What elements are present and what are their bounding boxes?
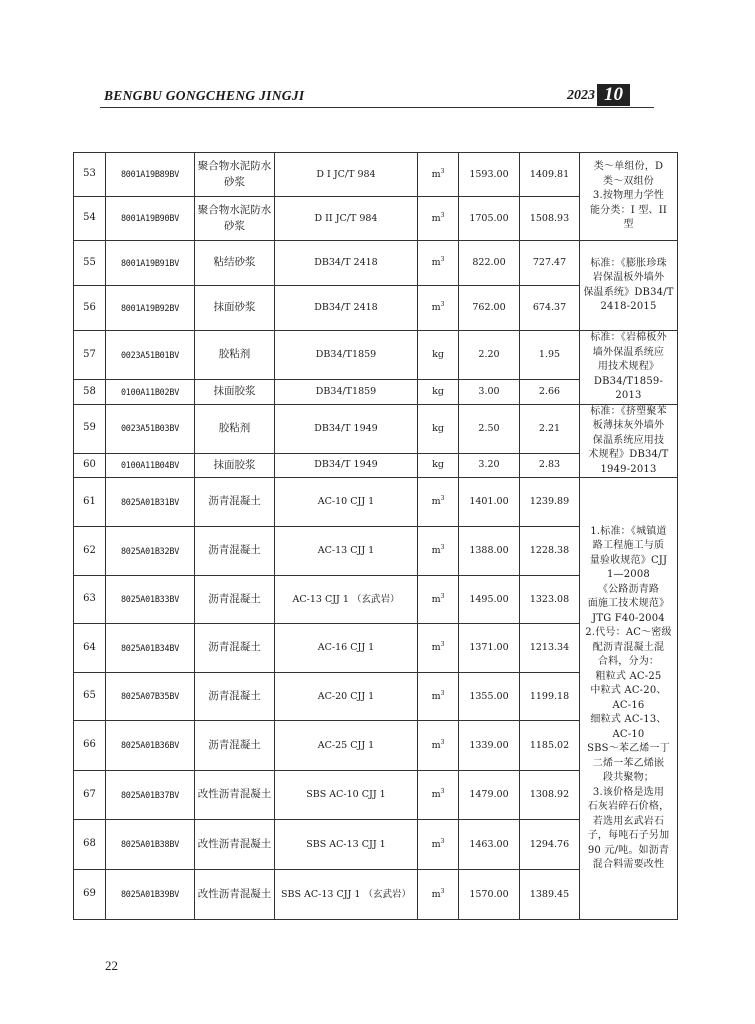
remark-cell: 1.标准：《城镇道 路工程施工与质 量验收规范》CJJ 1—2008 《公路沥青路 面施工技术规范》 JTG F40-2004 2.代号：AC～密级 配沥青混凝土混 合料，分为： 粗粒式 AC-25 中粒式 AC-20、 AC-16 细粒式 AC-13、 AC-10 SBS～苯乙烯一丁 二烯一苯乙烯嵌 段共聚物； 3.该价格是选用 石灰岩碎石价格， 若选用玄武岩石 子，每吨石子另加 90 元/吨。如沥青 混合料需要改性 [580, 478, 678, 920]
item-name: 胶粘剂 [195, 404, 275, 453]
price-with-tax: 1479.00 [459, 771, 520, 820]
item-spec: AC-13 CJJ 1 [275, 527, 418, 576]
item-code: 0023A51B03BV [106, 404, 195, 453]
unit-text: m [431, 888, 441, 900]
remark-cell: 类～单组份，D 类～双组份 3.按物理力学性 能分类：I 型、II 型 [580, 153, 678, 241]
price-with-tax: 762.00 [459, 286, 520, 331]
item-name: 聚合物水泥防水砂浆 [195, 153, 275, 197]
price-without-tax: 1409.81 [520, 153, 580, 197]
item-spec: AC-20 CJJ 1 [275, 673, 418, 721]
item-name: 胶粘剂 [195, 331, 275, 380]
price-with-tax: 1593.00 [459, 153, 520, 197]
page-number: 22 [105, 958, 118, 973]
issue-label [567, 84, 630, 106]
price-with-tax: 1570.00 [459, 870, 520, 920]
unit-text: m [431, 789, 441, 801]
unit-text: kg [432, 422, 444, 434]
issue-number-badge: 10 [597, 84, 630, 106]
item-name: 沥青混凝土 [195, 624, 275, 673]
price-with-tax: 1355.00 [459, 673, 520, 721]
price-with-tax: 1388.00 [459, 527, 520, 576]
item-code: 0100A11B02BV [106, 380, 195, 405]
item-unit [418, 404, 459, 453]
item-number: 58 [74, 380, 106, 405]
price-with-tax: 1371.00 [459, 624, 520, 673]
item-code: 8025A01B39BV [106, 870, 195, 920]
item-name: 改性沥青混凝土 [195, 771, 275, 820]
price-without-tax: 1.95 [520, 331, 580, 380]
unit-text: m [431, 739, 441, 751]
item-name: 抹面胶浆 [195, 380, 275, 405]
price-without-tax: 1308.92 [520, 771, 580, 820]
price-without-tax: 1185.02 [520, 721, 580, 771]
item-spec: DB34/T1859 [275, 331, 418, 380]
item-name: 沥青混凝土 [195, 527, 275, 576]
table-row [74, 478, 678, 527]
price-without-tax: 1228.38 [520, 527, 580, 576]
item-number: 69 [74, 870, 106, 920]
unit-exponent: 3 [440, 738, 445, 746]
price-with-tax: 1463.00 [459, 820, 520, 870]
price-without-tax: 2.66 [520, 380, 580, 405]
unit-text: m [431, 257, 441, 269]
item-unit [418, 241, 459, 286]
unit-exponent: 3 [440, 301, 445, 309]
unit-text: kg [432, 459, 444, 471]
item-unit [418, 197, 459, 241]
unit-exponent: 3 [440, 887, 445, 895]
price-without-tax: 1294.76 [520, 820, 580, 870]
unit-exponent: 3 [440, 544, 445, 552]
item-name: 改性沥青混凝土 [195, 820, 275, 870]
item-number: 64 [74, 624, 106, 673]
item-number: 68 [74, 820, 106, 870]
table-row [74, 404, 678, 453]
item-unit [418, 771, 459, 820]
item-spec: DB34/T 1949 [275, 404, 418, 453]
table-row [74, 241, 678, 286]
item-number: 61 [74, 478, 106, 527]
unit-exponent: 3 [440, 211, 445, 219]
item-spec: SBS AC-13 CJJ 1 [275, 820, 418, 870]
item-spec: AC-16 CJJ 1 [275, 624, 418, 673]
unit-text: m [431, 302, 441, 314]
remark-cell: 标准：《膨胀珍珠 岩保温板外墙外 保温系统》DB34/T 2418-2015 [580, 241, 678, 331]
item-number: 53 [74, 153, 106, 197]
price-with-tax: 822.00 [459, 241, 520, 286]
price-table [73, 152, 678, 920]
item-spec: AC-13 CJJ 1 （玄武岩） [275, 576, 418, 624]
table-row [74, 153, 678, 197]
unit-exponent: 3 [440, 167, 445, 175]
item-name: 聚合物水泥防水砂浆 [195, 197, 275, 241]
item-name: 抹面胶浆 [195, 453, 275, 478]
item-number: 54 [74, 197, 106, 241]
price-without-tax: 1199.18 [520, 673, 580, 721]
item-code: 8025A01B37BV [106, 771, 195, 820]
price-with-tax: 1705.00 [459, 197, 520, 241]
item-unit [418, 820, 459, 870]
item-name: 沥青混凝土 [195, 576, 275, 624]
item-number: 66 [74, 721, 106, 771]
remark-cell: 标准：《岩棉板外 墙外保温系统应 用技术规程》 DB34/T1859-2013 [580, 331, 678, 405]
price-without-tax: 2.83 [520, 453, 580, 478]
price-without-tax: 2.21 [520, 404, 580, 453]
price-without-tax: 1508.93 [520, 197, 580, 241]
item-spec: D II JC/T 984 [275, 197, 418, 241]
item-code: 0100A11B04BV [106, 453, 195, 478]
item-code: 8025A01B34BV [106, 624, 195, 673]
header-rule [100, 107, 654, 108]
price-without-tax: 674.37 [520, 286, 580, 331]
price-without-tax: 1213.34 [520, 624, 580, 673]
price-with-tax: 1495.00 [459, 576, 520, 624]
unit-exponent: 3 [440, 495, 445, 503]
unit-text: m [431, 212, 441, 224]
item-unit [418, 527, 459, 576]
item-number: 57 [74, 331, 106, 380]
unit-exponent: 3 [440, 788, 445, 796]
item-spec: D I JC/T 984 [275, 153, 418, 197]
journal-title: BENGBU GONGCHENG JINGJI [104, 88, 305, 103]
item-name: 沥青混凝土 [195, 721, 275, 771]
unit-text: m [431, 545, 441, 557]
item-unit [418, 478, 459, 527]
unit-exponent: 3 [440, 837, 445, 845]
item-number: 65 [74, 673, 106, 721]
item-spec: DB34/T 2418 [275, 241, 418, 286]
unit-exponent: 3 [440, 256, 445, 264]
item-unit [418, 331, 459, 380]
item-spec: SBS AC-10 CJJ 1 [275, 771, 418, 820]
item-spec: SBS AC-13 CJJ 1 （玄武岩） [275, 870, 418, 920]
item-unit [418, 624, 459, 673]
item-code: 8025A01B36BV [106, 721, 195, 771]
item-code: 8025A01B33BV [106, 576, 195, 624]
item-unit [418, 673, 459, 721]
item-code: 8001A19B89BV [106, 153, 195, 197]
price-with-tax: 1401.00 [459, 478, 520, 527]
item-spec: DB34/T1859 [275, 380, 418, 405]
item-number: 59 [74, 404, 106, 453]
item-code: 8025A07B35BV [106, 673, 195, 721]
item-spec: AC-10 CJJ 1 [275, 478, 418, 527]
unit-exponent: 3 [440, 689, 445, 697]
table-row [74, 331, 678, 380]
item-number: 62 [74, 527, 106, 576]
item-unit [418, 721, 459, 771]
price-with-tax: 2.50 [459, 404, 520, 453]
unit-text: m [431, 168, 441, 180]
unit-text: m [431, 642, 441, 654]
unit-text: kg [432, 385, 444, 397]
item-name: 沥青混凝土 [195, 478, 275, 527]
price-with-tax: 3.00 [459, 380, 520, 405]
item-unit [418, 576, 459, 624]
price-without-tax: 1239.89 [520, 478, 580, 527]
item-code: 8025A01B31BV [106, 478, 195, 527]
item-spec: AC-25 CJJ 1 [275, 721, 418, 771]
item-unit [418, 453, 459, 478]
price-with-tax: 3.20 [459, 453, 520, 478]
item-name: 抹面砂浆 [195, 286, 275, 331]
price-without-tax: 1323.08 [520, 576, 580, 624]
issue-year: 2023 [567, 88, 595, 103]
item-code: 8025A01B38BV [106, 820, 195, 870]
item-unit [418, 153, 459, 197]
unit-text: kg [432, 349, 444, 361]
item-spec: DB34/T 2418 [275, 286, 418, 331]
item-code: 0023A51B01BV [106, 331, 195, 380]
unit-exponent: 3 [440, 641, 445, 649]
item-unit [418, 380, 459, 405]
unit-exponent: 3 [440, 592, 445, 600]
item-number: 55 [74, 241, 106, 286]
item-code: 8001A19B90BV [106, 197, 195, 241]
item-name: 改性沥青混凝土 [195, 870, 275, 920]
item-number: 63 [74, 576, 106, 624]
unit-text: m [431, 838, 441, 850]
unit-text: m [431, 690, 441, 702]
price-with-tax: 2.20 [459, 331, 520, 380]
remark-cell: 标准：《挤塑聚苯 板薄抹灰外墙外 保温系统应用技 术规程》DB34/T 1949-2013 [580, 404, 678, 478]
item-name: 沥青混凝土 [195, 673, 275, 721]
item-code: 8025A01B32BV [106, 527, 195, 576]
item-spec: DB34/T 1949 [275, 453, 418, 478]
item-number: 56 [74, 286, 106, 331]
price-without-tax: 1389.45 [520, 870, 580, 920]
item-name: 粘结砂浆 [195, 241, 275, 286]
unit-text: m [431, 593, 441, 605]
item-code: 8001A19B91BV [106, 241, 195, 286]
item-unit [418, 870, 459, 920]
price-with-tax: 1339.00 [459, 721, 520, 771]
item-code: 8001A19B92BV [106, 286, 195, 331]
price-without-tax: 727.47 [520, 241, 580, 286]
unit-text: m [431, 496, 441, 508]
item-number: 60 [74, 453, 106, 478]
item-number: 67 [74, 771, 106, 820]
item-unit [418, 286, 459, 331]
